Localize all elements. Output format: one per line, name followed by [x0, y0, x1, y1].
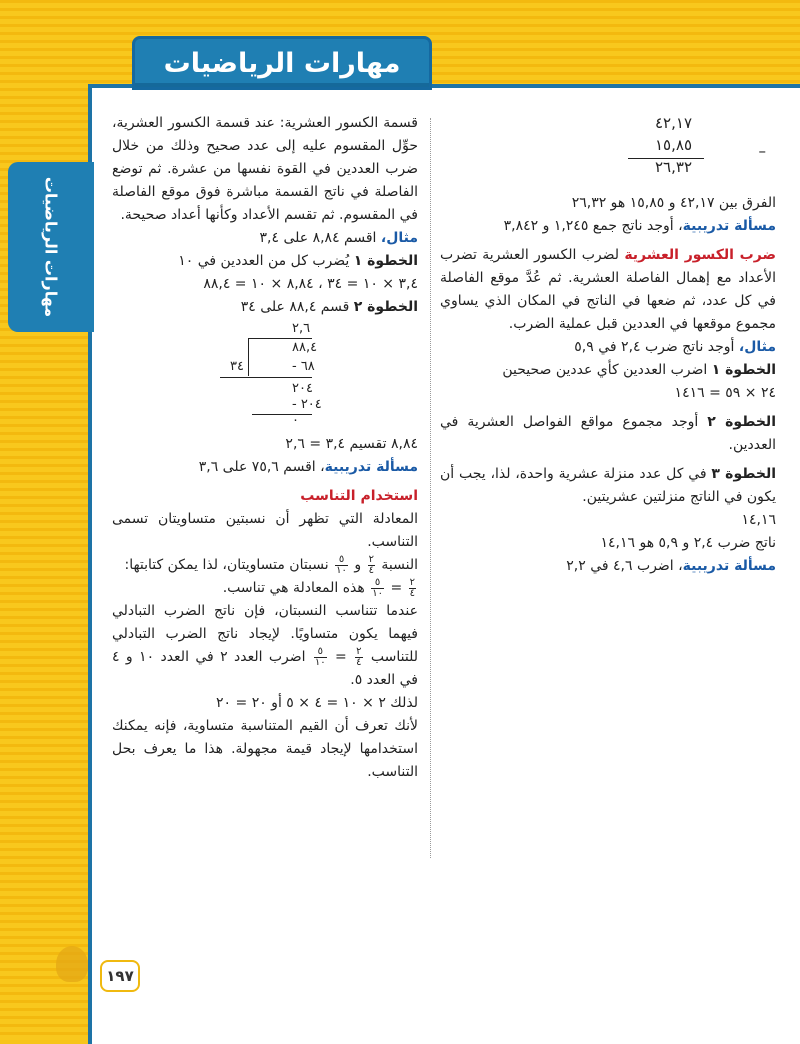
division-intro: قسمة الكسور العشرية: عند قسمة الكسور العشرية، حوِّل المقسوم عليه إلى عدد صحيح وذلك من خلال ضرب العددين في القوة نفسها من عشرة. ثم توضع الفاصلة في ناتج القسمة مباشرة فوق موقع الفاصلة في المقسوم. ثم تقسم الأعداد وكأنها أعداد صحيحة. — [112, 115, 418, 223]
subtract-2: - ٢٠٤ — [292, 397, 322, 412]
remainder-1: ٢٠٤ — [292, 381, 313, 396]
quotient: ٢,٦ — [292, 321, 311, 336]
subtraction-b: ١٥,٨٥ — [655, 136, 692, 154]
div-practice: مسألة تدريبية، اقسم ٧٥,٦ على ٣,٦ — [198, 459, 418, 475]
dividend: ٨٨,٤ — [292, 340, 318, 355]
product-text: ناتج ضرب ٢,٤ و ٥,٩ هو ١٤,١٦ — [600, 535, 776, 551]
column-divider — [430, 118, 431, 858]
division-result: ٨,٨٤ تقسيم ٣,٤ = ٢,٦ — [285, 436, 418, 452]
division-bracket — [248, 338, 249, 376]
divisor: ٣٤ — [230, 359, 244, 374]
mult-example: مثال، أوجد ناتج ضرب ٢,٤ في ٥,٩ — [574, 339, 776, 355]
mult-step-1: الخطوة ١ اضرب العددين كأي عددين صحيحين — [502, 362, 776, 378]
remainder-2: ٠ — [292, 413, 299, 428]
proportion-p6: لأنك تعرف أن القيم المتناسبة متساوية، فإنه يمكنك استخدامها لإيجاد قيمة مجهولة. هذا ما يعرف بحل التناسب. — [112, 718, 418, 780]
subtraction-line — [628, 158, 704, 159]
proportion-p1: المعادلة التي تظهر أن نسبتين متساويتان تسمى التناسب. — [112, 511, 418, 550]
proportion-heading: استخدام التناسب — [300, 488, 418, 504]
proportion-p4: عندما تتناسب النسبتان، فإن ناتج الضرب التبادلي فيهما يكون متساويًا. لإيجاد ناتج الضرب التبادلي للتناسب $\frac{٢}{٤}$ = $\frac{٥}{١٠}$ اضرب العدد ٢ في العدد ١٠ و ٤ في العدد ٥. — [112, 603, 418, 688]
proportion-p2: النسبة $\frac{٢}{٤}$ و $\frac{٥}{١٠}$ نسبتان متساويتان، لذا يمكن كتابتها: — [124, 553, 418, 576]
fraction-5-10: $\frac{٥}{١٠}$ — [336, 553, 347, 576]
proportion-p3: $\frac{٢}{٤}$ = $\frac{٥}{١٠}$ هذه المعادلة هي تناسب. — [222, 576, 415, 599]
multiplication-paragraph: ضرب الكسور العشرية لضرب الكسور العشرية تضرب الأعداد مع إهمال الفاصلة العشرية. ثم عُدَّ موقع الفاصلة في كل عدد، ثم ضعها في الناتج في المكان الذي يساوي مجموع موقعها في العددين قبل عملية الضرب. — [440, 247, 776, 332]
page-title: مهارات الرياضيات — [132, 36, 432, 90]
subtraction-block — [440, 112, 776, 186]
left-column — [112, 112, 418, 784]
practice-problem-2: مسألة تدريبية، اضرب ٤,٦ في ٢,٢ — [566, 558, 776, 574]
proportion-p5: لذلك ٢ × ١٠ = ٤ × ٥ أو ٢٠ = ٢٠ — [216, 695, 418, 711]
div-step-2: الخطوة ٢ قسم ٨٨,٤ على ٣٤ — [240, 299, 418, 315]
side-chapter-tab: مهارات الرياضيات — [8, 162, 94, 332]
division-bar — [248, 338, 312, 339]
subtraction-result: ٢٦,٣٢ — [655, 158, 692, 176]
publisher-logo-icon — [56, 946, 88, 982]
div-step-1: الخطوة ١ يُضرب كل من العددين في ١٠ — [178, 253, 418, 269]
difference-text: الفرق بين ٤٢,١٧ و ١٥,٨٥ هو ٢٦,٣٢ — [571, 195, 776, 211]
mult-step-3: الخطوة ٣ في كل عدد منزلة عشرية واحدة، لذا، يجب أن يكون في الناتج منزلتين عشريتين. — [440, 466, 777, 505]
fraction-2-4: $\frac{٢}{٤}$ — [368, 553, 374, 576]
practice-problem-1: مسألة تدريبية، أوجد ناتج جمع ١,٢٤٥ و ٣,٨٤٢ — [503, 218, 776, 234]
right-column — [440, 112, 776, 578]
long-division — [112, 321, 418, 429]
subtract-1-line — [220, 377, 312, 378]
div-example: مثال، اقسم ٨,٨٤ على ٣,٤ — [259, 230, 418, 246]
subtraction-a: ٤٢,١٧ — [655, 114, 692, 132]
mult-step-1-calc: ٢٤ × ٥٩ = ١٤١٦ — [674, 385, 776, 401]
div-step-1-calc: ٣,٤ × ١٠ = ٣٤ ، ٨,٨٤ × ١٠ = ٨٨,٤ — [203, 276, 418, 292]
subtract-1: - ٦٨ — [292, 359, 315, 374]
minus-sign: – — [758, 142, 766, 160]
mult-step-2: الخطوة ٢ أوجد مجموع مواقع الفواصل العشرية في العددين. — [440, 414, 776, 453]
mult-step-3-result: ١٤,١٦ — [741, 512, 776, 528]
page-number: ١٩٧ — [100, 960, 140, 992]
